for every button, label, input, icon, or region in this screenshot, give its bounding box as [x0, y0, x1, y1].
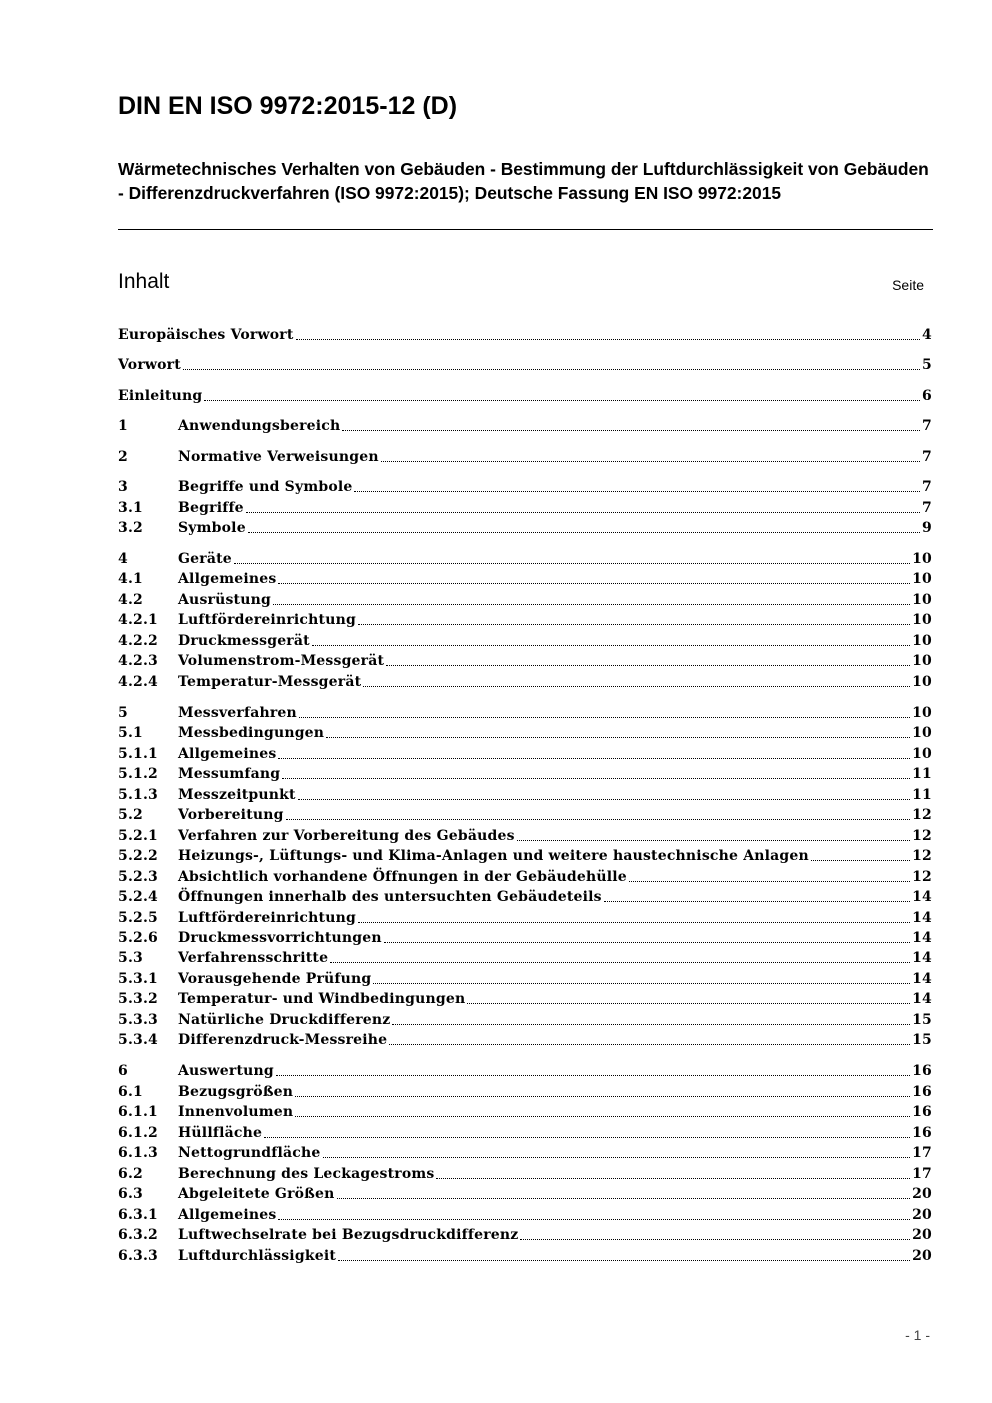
toc-entry-page: 10 — [912, 725, 932, 741]
toc-entry-number: 5.2 — [118, 807, 143, 823]
toc-entry-number: 6.1 — [118, 1084, 143, 1100]
toc-entry-page: 15 — [912, 1032, 932, 1048]
toc-entry-number: 4.2 — [118, 592, 143, 608]
toc-entry[interactable] — [118, 948, 932, 968]
toc-entry-title: Druckmessgerät — [178, 633, 310, 649]
toc-entry[interactable] — [118, 1010, 932, 1030]
toc-entry-page: 16 — [912, 1063, 932, 1079]
toc-entry-title: Ausrüstung — [178, 592, 271, 608]
toc-dot-leader — [183, 368, 920, 370]
toc-entry-page: 11 — [912, 787, 932, 803]
toc-entry[interactable] — [118, 723, 932, 743]
toc-dot-leader — [337, 1197, 911, 1199]
toc-entry-page: 16 — [912, 1125, 932, 1141]
toc-entry-number: 5.1 — [118, 725, 143, 741]
toc-entry[interactable] — [118, 386, 932, 406]
toc-dot-leader — [278, 1218, 910, 1220]
toc-entry-title: Geräte — [178, 551, 232, 567]
toc-dot-leader — [312, 644, 910, 646]
toc-entry-title: Druckmessvorrichtungen — [178, 930, 382, 946]
toc-dot-leader — [342, 429, 920, 431]
toc-entry-number: 6.1.1 — [118, 1104, 158, 1120]
toc-heading: Inhalt — [118, 270, 170, 293]
toc-entry[interactable] — [118, 1102, 932, 1122]
toc-entry-number: 4.2.4 — [118, 674, 158, 690]
toc-dot-leader — [373, 982, 910, 984]
toc-entry[interactable] — [118, 703, 932, 723]
toc-dot-leader — [204, 399, 920, 401]
toc-entry-number: 5.3 — [118, 950, 143, 966]
toc-entry-number: 6.2 — [118, 1166, 143, 1182]
toc-entry-title: Verfahren zur Vorbereitung des Gebäudes — [178, 828, 515, 844]
toc-entry-title: Symbole — [178, 520, 246, 536]
toc-entry-page: 20 — [912, 1207, 932, 1223]
toc-entry-title: Verfahrensschritte — [178, 950, 329, 966]
toc-dot-leader — [246, 511, 920, 513]
toc-entry-title: Allgemeines — [178, 1207, 277, 1223]
toc-entry[interactable] — [118, 325, 932, 345]
toc-entry-page: 17 — [912, 1145, 932, 1161]
toc-entry-title: Volumenstrom-Messgerät — [178, 653, 385, 669]
toc-entry-page: 9 — [922, 520, 932, 536]
toc-entry-title: Berechnung des Leckagestroms — [178, 1166, 435, 1182]
toc-entry-title: Europäisches Vorwort — [118, 327, 294, 343]
toc-entry[interactable] — [118, 887, 932, 907]
toc-entry-page: 20 — [912, 1186, 932, 1202]
toc-entry[interactable] — [118, 549, 932, 569]
toc-entry-page: 16 — [912, 1104, 932, 1120]
toc-dot-leader — [384, 941, 910, 943]
toc-entry-title: Abgeleitete Größen — [178, 1186, 335, 1202]
toc-entry-title: Messumfang — [178, 766, 281, 782]
toc-entry-number: 5.2.6 — [118, 930, 158, 946]
toc-entry[interactable] — [118, 1205, 932, 1225]
toc-entry[interactable] — [118, 785, 932, 805]
toc-entry-title: Luftdurchlässigkeit — [178, 1248, 337, 1264]
toc-entry-page: 10 — [912, 653, 932, 669]
toc-entry[interactable] — [118, 846, 932, 866]
toc-entry-number: 5.2.4 — [118, 889, 158, 905]
toc-dot-leader — [296, 338, 921, 340]
toc-entry-number: 5.3.3 — [118, 1012, 158, 1028]
toc-entry-title: Vorausgehende Prüfung — [178, 971, 372, 987]
toc-dot-leader — [330, 961, 910, 963]
toc-dot-leader — [295, 1095, 910, 1097]
toc-entry-page: 7 — [922, 449, 932, 465]
toc-entry[interactable] — [118, 631, 932, 651]
toc-entry-title: Anwendungsbereich — [178, 418, 341, 434]
toc-entry-page: 12 — [912, 848, 932, 864]
toc-dot-leader — [629, 880, 910, 882]
toc-entry-page: 14 — [912, 971, 932, 987]
toc-dot-leader — [354, 490, 920, 492]
toc-entry[interactable] — [118, 651, 932, 671]
toc-dot-leader — [358, 623, 910, 625]
toc-entry-number: 5.3.1 — [118, 971, 158, 987]
toc-entry-number: 6.3.1 — [118, 1207, 158, 1223]
toc-entry[interactable] — [118, 590, 932, 610]
toc-entry[interactable] — [118, 764, 932, 784]
toc-entry[interactable] — [118, 805, 932, 825]
toc-entry-number: 5.2.1 — [118, 828, 158, 844]
toc-entry-title: Luftwechselrate bei Bezugsdruckdifferenz — [178, 1227, 519, 1243]
toc-dot-leader — [517, 839, 910, 841]
toc-entry[interactable] — [118, 355, 932, 375]
toc-entry[interactable] — [118, 1082, 932, 1102]
toc-entry[interactable] — [118, 1123, 932, 1143]
toc-entry-title: Messbedingungen — [178, 725, 325, 741]
toc-entry-page: 12 — [912, 828, 932, 844]
toc-entry[interactable] — [118, 928, 932, 948]
toc-entry-title: Hüllfläche — [178, 1125, 263, 1141]
toc-entry-number: 6.3.2 — [118, 1227, 158, 1243]
toc-entry-page: 16 — [912, 1084, 932, 1100]
toc-entry-title: Begriffe — [178, 500, 244, 516]
toc-entry-page: 10 — [912, 705, 932, 721]
toc-entry[interactable] — [118, 1246, 932, 1266]
toc-entry-title: Heizungs-, Lüftungs- und Klima-Anlagen und weitere haustechnische Anlagen — [178, 848, 809, 864]
toc-dot-leader — [278, 582, 910, 584]
toc-entry[interactable] — [118, 1184, 932, 1204]
toc-entry-number: 6.1.3 — [118, 1145, 158, 1161]
toc-entry[interactable] — [118, 498, 932, 518]
toc-entry-page: 14 — [912, 991, 932, 1007]
toc-entry-title: Luftfördereinrichtung — [178, 910, 356, 926]
toc-dot-leader — [278, 757, 910, 759]
toc-entry-number: 5.3.4 — [118, 1032, 158, 1048]
toc-entry-title: Temperatur-Messgerät — [178, 674, 362, 690]
toc-entry[interactable] — [118, 477, 932, 497]
toc-entry-page: 7 — [922, 418, 932, 434]
toc-entry-number: 4.2.3 — [118, 653, 158, 669]
toc-entry-number: 3.1 — [118, 500, 143, 516]
toc-dot-leader — [467, 1002, 910, 1004]
toc-entry-page: 12 — [912, 869, 932, 885]
toc-entry-title: Vorwort — [118, 357, 181, 373]
toc-dot-leader — [326, 736, 910, 738]
toc-entry-page: 20 — [912, 1227, 932, 1243]
toc-dot-leader — [811, 859, 910, 861]
toc-entry[interactable] — [118, 744, 932, 764]
toc-entry-title: Luftfördereinrichtung — [178, 612, 356, 628]
toc-entry-page: 4 — [922, 327, 932, 343]
toc-entry-page: 7 — [922, 479, 932, 495]
toc-entry-title: Temperatur- und Windbedingungen — [178, 991, 466, 1007]
toc-entry-page: 14 — [912, 950, 932, 966]
toc-entry-number: 5 — [118, 705, 128, 721]
toc-dot-leader — [234, 562, 910, 564]
toc-dot-leader — [386, 664, 910, 666]
toc-entry-title: Messzeitpunkt — [178, 787, 296, 803]
toc-entry-title: Bezugsgrößen — [178, 1084, 294, 1100]
toc-entry-number: 5.1.1 — [118, 746, 158, 762]
toc-entry-title: Vorbereitung — [178, 807, 284, 823]
toc-page-column-label: Seite — [892, 277, 924, 293]
toc-entry[interactable] — [118, 1225, 932, 1245]
toc-dot-leader — [282, 777, 910, 779]
toc-dot-leader — [295, 1115, 910, 1117]
toc-entry-number: 6 — [118, 1063, 128, 1079]
toc-dot-leader — [358, 921, 910, 923]
toc-entry-page: 10 — [912, 571, 932, 587]
toc-entry-number: 4.1 — [118, 571, 143, 587]
toc-entry[interactable] — [118, 969, 932, 989]
toc-entry-number: 6.3 — [118, 1186, 143, 1202]
toc-dot-leader — [298, 798, 910, 800]
toc-entry-title: Auswertung — [178, 1063, 274, 1079]
toc-entry[interactable] — [118, 1164, 932, 1184]
toc-entry-number: 3 — [118, 479, 128, 495]
toc-entry-title: Einleitung — [118, 388, 203, 404]
toc-entry-number: 4 — [118, 551, 128, 567]
toc-dot-leader — [338, 1259, 910, 1261]
toc-dot-leader — [392, 1023, 910, 1025]
toc-dot-leader — [381, 460, 920, 462]
toc-dot-leader — [273, 603, 910, 605]
toc-entry-page: 15 — [912, 1012, 932, 1028]
toc-entry[interactable] — [118, 1143, 932, 1163]
toc-entry-number: 4.2.2 — [118, 633, 158, 649]
toc-entry-number: 5.2.2 — [118, 848, 158, 864]
toc-entry-page: 11 — [912, 766, 932, 782]
toc-entry-title: Natürliche Druckdifferenz — [178, 1012, 391, 1028]
toc-entry-number: 4.2.1 — [118, 612, 158, 628]
toc-dot-leader — [363, 685, 910, 687]
toc-entry-page: 5 — [922, 357, 932, 373]
toc-entry-page: 14 — [912, 910, 932, 926]
document-subtitle: Wärmetechnisches Verhalten von Gebäuden - Bestimmung der Luftdurchlässigkeit von Gebäuden - Differenzdruckverfahren (ISO 9972:2015); Deutsche Fassung EN ISO 9972:2015 — [118, 158, 933, 230]
page-number: - 1 - — [905, 1327, 930, 1343]
toc-entry-title: Messverfahren — [178, 705, 297, 721]
toc-dot-leader — [286, 818, 911, 820]
toc-entry-page: 14 — [912, 889, 932, 905]
toc-entry-title: Absichtlich vorhandene Öffnungen in der Gebäudehülle — [178, 869, 627, 885]
toc-entry-page: 6 — [922, 388, 932, 404]
toc-entry-page: 14 — [912, 930, 932, 946]
toc-entry-number: 5.2.5 — [118, 910, 158, 926]
toc-entry[interactable] — [118, 908, 932, 928]
toc-dot-leader — [436, 1177, 910, 1179]
toc-entry-page: 10 — [912, 746, 932, 762]
toc-dot-leader — [276, 1074, 910, 1076]
toc-entry[interactable] — [118, 610, 932, 630]
toc-entry-number: 2 — [118, 449, 128, 465]
toc-dot-leader — [520, 1238, 910, 1240]
toc-entry-number: 3.2 — [118, 520, 143, 536]
toc-entry[interactable] — [118, 518, 932, 538]
toc-entry-title: Öffnungen innerhalb des untersuchten Gebäudeteils — [178, 889, 602, 905]
toc-entry-title: Begriffe und Symbole — [178, 479, 353, 495]
toc-entry[interactable] — [118, 569, 932, 589]
toc-entry-page: 7 — [922, 500, 932, 516]
toc-entry[interactable] — [118, 1030, 932, 1050]
toc-entry[interactable] — [118, 989, 932, 1009]
toc-dot-leader — [389, 1043, 910, 1045]
toc-entry-page: 20 — [912, 1248, 932, 1264]
toc-entry-number: 1 — [118, 418, 128, 434]
toc-entry-page: 10 — [912, 633, 932, 649]
toc-entry-page: 12 — [912, 807, 932, 823]
toc-entry-number: 5.3.2 — [118, 991, 158, 1007]
toc-entry-title: Differenzdruck-Messreihe — [178, 1032, 388, 1048]
toc-entry-title: Normative Verweisungen — [178, 449, 379, 465]
toc-dot-leader — [299, 716, 910, 718]
toc-entry-page: 10 — [912, 592, 932, 608]
toc-entry[interactable] — [118, 672, 932, 692]
toc-entry[interactable] — [118, 1061, 932, 1081]
toc-entry-number: 5.1.2 — [118, 766, 158, 782]
toc-entry-page: 17 — [912, 1166, 932, 1182]
toc-entry-title: Innenvolumen — [178, 1104, 294, 1120]
toc-dot-leader — [604, 900, 910, 902]
document-title: DIN EN ISO 9972:2015-12 (D) — [118, 92, 458, 120]
toc-entry-title: Nettogrundfläche — [178, 1145, 321, 1161]
toc-entry[interactable] — [118, 867, 932, 887]
toc-entry[interactable] — [118, 447, 932, 467]
toc-entry-page: 10 — [912, 674, 932, 690]
toc-entry-page: 10 — [912, 612, 932, 628]
toc-entry[interactable] — [118, 416, 932, 436]
toc-entry-page: 10 — [912, 551, 932, 567]
toc-entry-number: 5.1.3 — [118, 787, 158, 803]
toc-dot-leader — [323, 1156, 911, 1158]
toc-entry-number: 5.2.3 — [118, 869, 158, 885]
toc-entry-title: Allgemeines — [178, 746, 277, 762]
toc-entry[interactable] — [118, 826, 932, 846]
toc-entry-number: 6.1.2 — [118, 1125, 158, 1141]
toc-entry-number: 6.3.3 — [118, 1248, 158, 1264]
toc-dot-leader — [264, 1136, 910, 1138]
toc-dot-leader — [248, 531, 920, 533]
toc-entry-title: Allgemeines — [178, 571, 277, 587]
